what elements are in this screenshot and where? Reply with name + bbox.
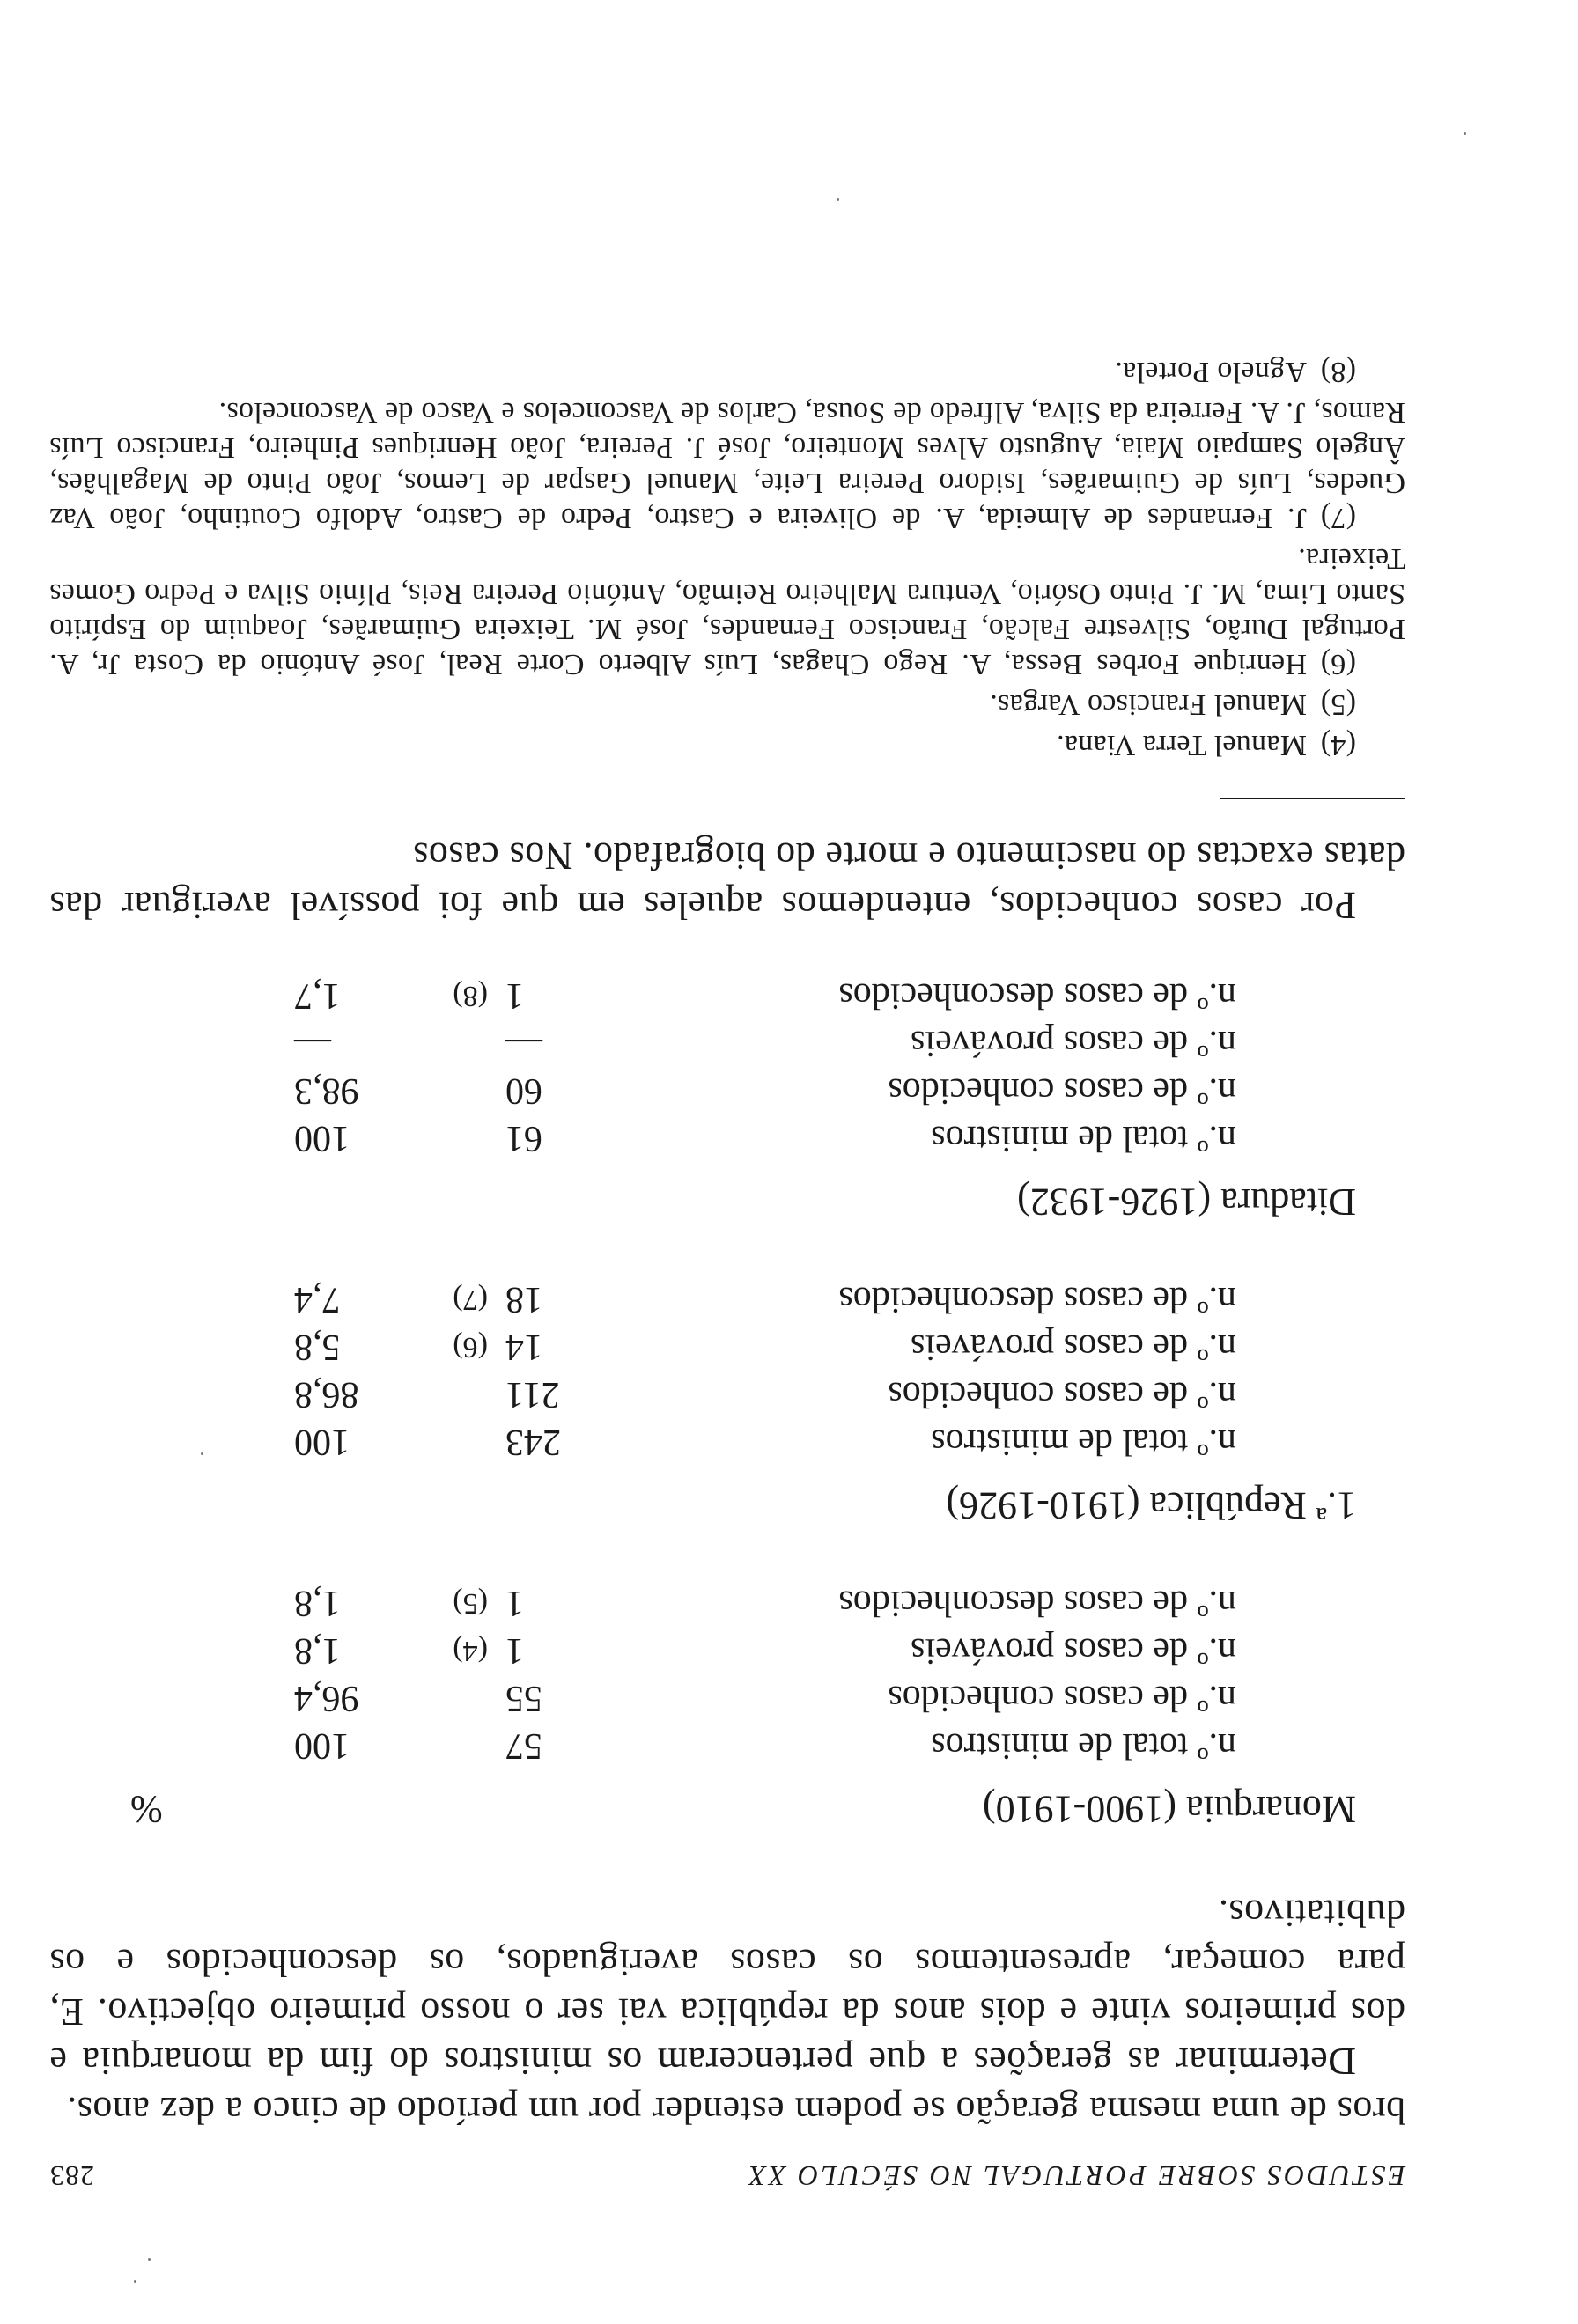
stat-row bbox=[49, 1019, 1236, 1067]
stat-label: n.º de casos prováveis bbox=[911, 1327, 1236, 1367]
stat-label: n.º de casos conhecidos bbox=[888, 1678, 1236, 1718]
scan-speck bbox=[201, 1452, 203, 1455]
stat-label: n.º total de ministros bbox=[931, 1422, 1236, 1462]
stat-label: n.º de casos conhecidos bbox=[888, 1374, 1236, 1415]
stat-percent: 86,8 bbox=[294, 1374, 359, 1415]
footnote-7 bbox=[49, 394, 1405, 535]
paragraph-3: Por casos conhecidos, entendemos aqueles em que foi possível averiguar das datas exactas do nascimento e morte do biografado. Nos casos bbox=[49, 835, 1405, 927]
scan-speck bbox=[837, 198, 839, 201]
stat-row bbox=[49, 1579, 1236, 1627]
stat-count: 1 bbox=[505, 975, 524, 1016]
stat-percent: 98,3 bbox=[294, 1070, 359, 1111]
stat-percent: 5,8 bbox=[294, 1327, 341, 1367]
footnotes bbox=[49, 354, 1405, 762]
stat-percent: 100 bbox=[294, 1725, 350, 1766]
stat-count: 1 bbox=[505, 1583, 524, 1623]
footnote-number: (8) bbox=[1320, 356, 1356, 388]
stat-note: (5) bbox=[453, 1587, 488, 1620]
stat-row bbox=[49, 1067, 1236, 1114]
stat-count: 57 bbox=[505, 1725, 542, 1766]
stat-note bbox=[417, 1067, 505, 1114]
footnote-number: (6) bbox=[1320, 648, 1356, 680]
spacer bbox=[49, 930, 1405, 972]
stat-percent: 1,8 bbox=[294, 1630, 341, 1671]
stat-label: n.º de casos prováveis bbox=[911, 1023, 1236, 1063]
stat-note: (4) bbox=[453, 1635, 488, 1667]
scan-speck bbox=[1464, 132, 1466, 135]
stat-percent: 1,8 bbox=[294, 1583, 341, 1623]
stat-count: 60 bbox=[505, 1070, 542, 1111]
percent-header: % bbox=[130, 1788, 163, 1831]
stat-note bbox=[417, 1114, 505, 1162]
stat-percent: 1,7 bbox=[294, 975, 341, 1016]
stat-note bbox=[417, 1722, 505, 1769]
stat-count: 1 bbox=[505, 1630, 524, 1671]
footnote-text: J. Fernandes de Almeida, A. de Oliveira e Castro, Pedro de Castro, Adolfo Coutinho, João Vaz Guedes, Luís de Guimarães, Isidoro Pereira Leite, Manuel Gaspar de Lemos, João Pinto de Magalhães, Ângelo Sampaio Maia, Augusto Alves Monteiro, José J. Pereira, João Henriques Pinheiro, Francisco Luís Ramos, J. A. Ferreira da Silva, Alfredo de Sousa, Carlos de Vasconcelos e Vasco de Vasconcelos. bbox=[49, 396, 1405, 534]
stat-note: (8) bbox=[453, 980, 488, 1012]
footnote-number: (7) bbox=[1320, 502, 1356, 534]
stat-note bbox=[417, 1019, 505, 1067]
stat-count: 14 bbox=[505, 1327, 542, 1367]
stat-row bbox=[49, 1722, 1236, 1769]
scan-speck bbox=[134, 2280, 136, 2283]
stat-count: 211 bbox=[505, 1374, 560, 1415]
running-head bbox=[49, 2159, 1405, 2192]
footnote-4 bbox=[49, 727, 1405, 762]
footnote-divider bbox=[1220, 798, 1405, 799]
stat-label: n.º de casos desconhecidos bbox=[838, 1583, 1236, 1623]
footnote-text: Manuel Francisco Vargas. bbox=[989, 688, 1307, 721]
stat-count: 243 bbox=[505, 1422, 561, 1462]
stat-note: (7) bbox=[453, 1283, 488, 1316]
paragraph-1: bros de uma mesma geração se podem estender por um período de cinco a dez anos. bbox=[66, 2089, 1405, 2132]
section-title-ditadura: Ditadura (1926-1932) bbox=[1017, 1180, 1356, 1224]
footnote-number: (4) bbox=[1320, 729, 1356, 761]
stat-percent: — bbox=[294, 1023, 331, 1063]
stat-row bbox=[49, 1371, 1236, 1418]
stat-note bbox=[417, 1371, 505, 1418]
stat-percent: 100 bbox=[294, 1422, 350, 1462]
running-title: ESTUDOS SOBRE PORTUGAL NO SÉCULO XX bbox=[746, 2160, 1405, 2192]
footnote-5 bbox=[49, 687, 1405, 722]
section-title-republica: 1.ª República (1910-1926) bbox=[946, 1484, 1356, 1527]
stat-percent: 96,4 bbox=[294, 1678, 359, 1718]
stat-row bbox=[49, 1418, 1236, 1466]
stat-note: (6) bbox=[453, 1331, 488, 1364]
footnote-text: Agnelo Portela. bbox=[1115, 356, 1307, 388]
stat-row bbox=[49, 1276, 1236, 1323]
stat-note bbox=[417, 1418, 505, 1466]
stat-label: n.º total de ministros bbox=[931, 1118, 1236, 1158]
stat-note bbox=[417, 1674, 505, 1722]
stat-label: n.º de casos desconhecidos bbox=[838, 1279, 1236, 1320]
stat-row bbox=[49, 1323, 1236, 1371]
stat-percent: 100 bbox=[294, 1118, 350, 1158]
stat-row bbox=[49, 1674, 1236, 1722]
stat-label: n.º total de ministros bbox=[931, 1725, 1236, 1766]
stat-label: n.º de casos desconhecidos bbox=[838, 975, 1236, 1016]
stat-label: n.º de casos conhecidos bbox=[888, 1070, 1236, 1111]
stat-count: 61 bbox=[505, 1118, 542, 1158]
stat-row bbox=[49, 972, 1236, 1019]
footnote-text: Henrique Forbes Bessa, A. Rego Chagas, Luís Alberto Corte Real, José António da Costa Jr, A. Portugal Durão, Silvestre Falcão, Francisco Fernandes, José M. Teixeira Guimarães, Joaquim do Espírito Santo Lima, M. J. Pinto Osório, Ventura Malheiro Reimão, António Pereira Reis, Plínio Silva e Pedro Gomes Teixeira. bbox=[49, 542, 1405, 680]
page-number: 283 bbox=[49, 2160, 94, 2192]
stat-row bbox=[49, 1627, 1236, 1674]
stat-count: 18 bbox=[505, 1279, 542, 1320]
footnote-text: Manuel Terra Viana. bbox=[1056, 729, 1307, 761]
stat-count: 55 bbox=[505, 1678, 542, 1718]
footnote-number: (5) bbox=[1320, 688, 1356, 721]
footnote-8 bbox=[49, 354, 1405, 389]
page-content bbox=[49, 349, 1405, 2192]
stat-label: n.º de casos prováveis bbox=[911, 1630, 1236, 1671]
stat-percent: 7,4 bbox=[294, 1279, 341, 1320]
section-title-text: Monarquia (1900-1910) bbox=[982, 1788, 1356, 1831]
section-title-monarquia bbox=[49, 1787, 1356, 1832]
stat-row bbox=[49, 1114, 1236, 1162]
scan-speck bbox=[148, 2258, 151, 2261]
paragraph-2: Determinar as gerações a que pertenceram os ministros do fim da monarquia e dos primeiros vinte e dois anos da república vai ser o nosso primeiro objectivo. E, para começar, apresentemos os casos averiguados, os desconhecidos e os dubitativos. bbox=[49, 1892, 1405, 2083]
footnote-6 bbox=[49, 541, 1405, 681]
stat-count: — bbox=[505, 1023, 542, 1063]
